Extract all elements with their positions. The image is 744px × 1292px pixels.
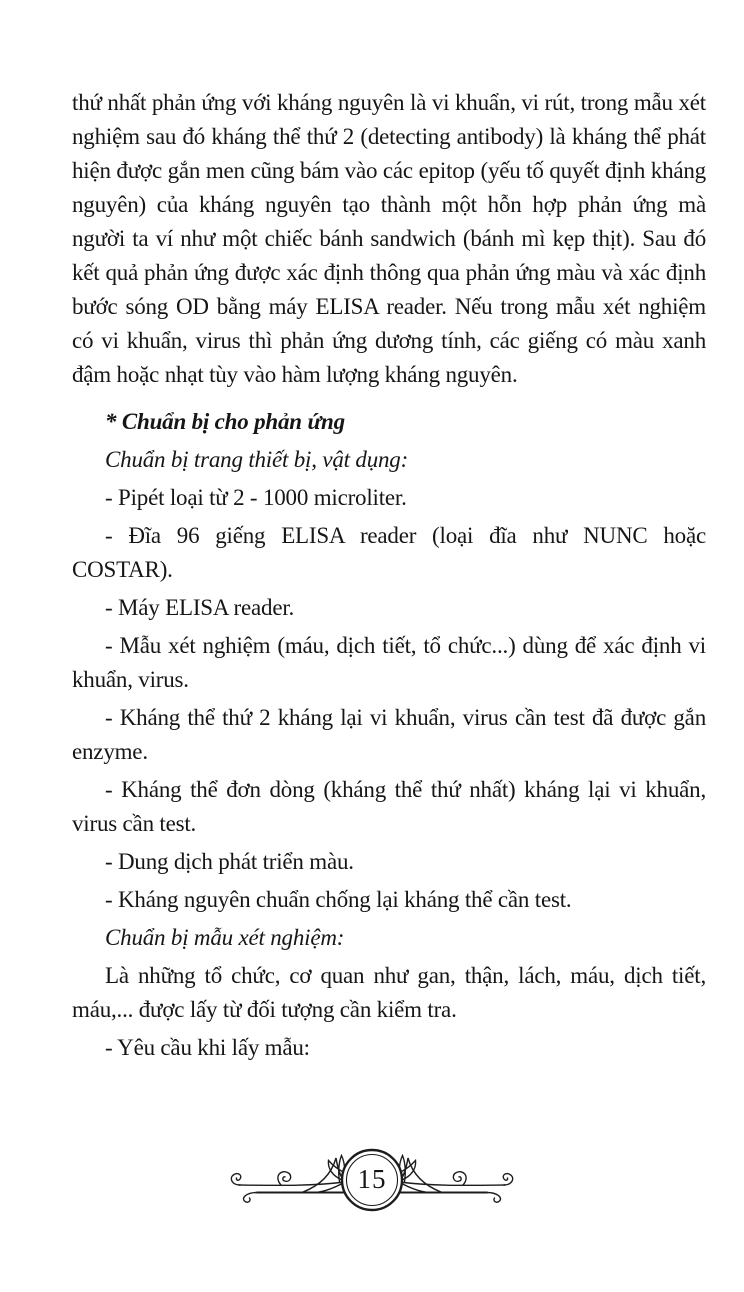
- list-item-second-antibody: - Kháng thể thứ 2 kháng lại vi khuẩn, virus cần test đã được gắn enzyme.: [72, 705, 706, 764]
- footer-ornament: [227, 1134, 517, 1234]
- list-item-monoclonal-antibody: - Kháng thể đơn dòng (kháng thể thứ nhất) kháng lại vi khuẩn, virus cần test.: [72, 777, 706, 836]
- list-item-elisa-reader: - Máy ELISA reader.: [105, 595, 295, 620]
- section-heading-preparation: * Chuẩn bị cho phản ứng: [105, 409, 345, 434]
- list-item-pipette: - Pipét loại từ 2 - 1000 microliter.: [105, 485, 407, 510]
- list-item-plate-96-wells: - Đĩa 96 giếng ELISA reader (loại đĩa như NUNC hoặc COSTAR).: [72, 523, 706, 582]
- list-item-standard-antigen: - Kháng nguyên chuẩn chống lại kháng thể cần test.: [105, 887, 572, 912]
- list-item-color-solution: - Dung dịch phát triển màu.: [105, 849, 354, 874]
- subheading-sample-preparation: Chuẩn bị mẫu xét nghiệm:: [105, 925, 345, 950]
- subheading-equipment: Chuẩn bị trang thiết bị, vật dụng:: [105, 447, 409, 472]
- list-item-sampling-requirement: - Yêu cầu khi lấy mẫu:: [105, 1035, 310, 1060]
- paragraph-elisa-reaction: thứ nhất phản ứng với kháng nguyên là vi khuẩn, vi rút, trong mẫu xét nghiệm sau đó kháng thể thứ 2 (detecting antibody) là kháng thể phát hiện được gắn men cũng bám vào các epitop (yếu tố quyết định kháng nguyên) của kháng nguyên tạo thành một hỗn hợp phản ứng mà người ta ví như một chiếc bánh sandwich (bánh mì kẹp thịt). Sau đó kết quả phản ứng được xác định thông qua phản ứng màu và xác định bước sóng OD bằng máy ELISA reader. Nếu trong mẫu xét nghiệm có vi khuẩn, virus thì phản ứng dương tính, các giếng có màu xanh đậm hoặc nhạt tùy vào hàm lượng kháng nguyên.: [72, 90, 706, 387]
- paragraph-sample-sources: Là những tổ chức, cơ quan như gan, thận, lách, máu, dịch tiết, máu,... được lấy từ đối tượng cần kiểm tra.: [72, 963, 706, 1022]
- page-number: 15: [357, 1163, 387, 1194]
- list-item-test-sample: - Mẫu xét nghiệm (máu, dịch tiết, tổ chức...) dùng để xác định vi khuẩn, virus.: [72, 633, 706, 692]
- page-footer: [0, 1134, 744, 1244]
